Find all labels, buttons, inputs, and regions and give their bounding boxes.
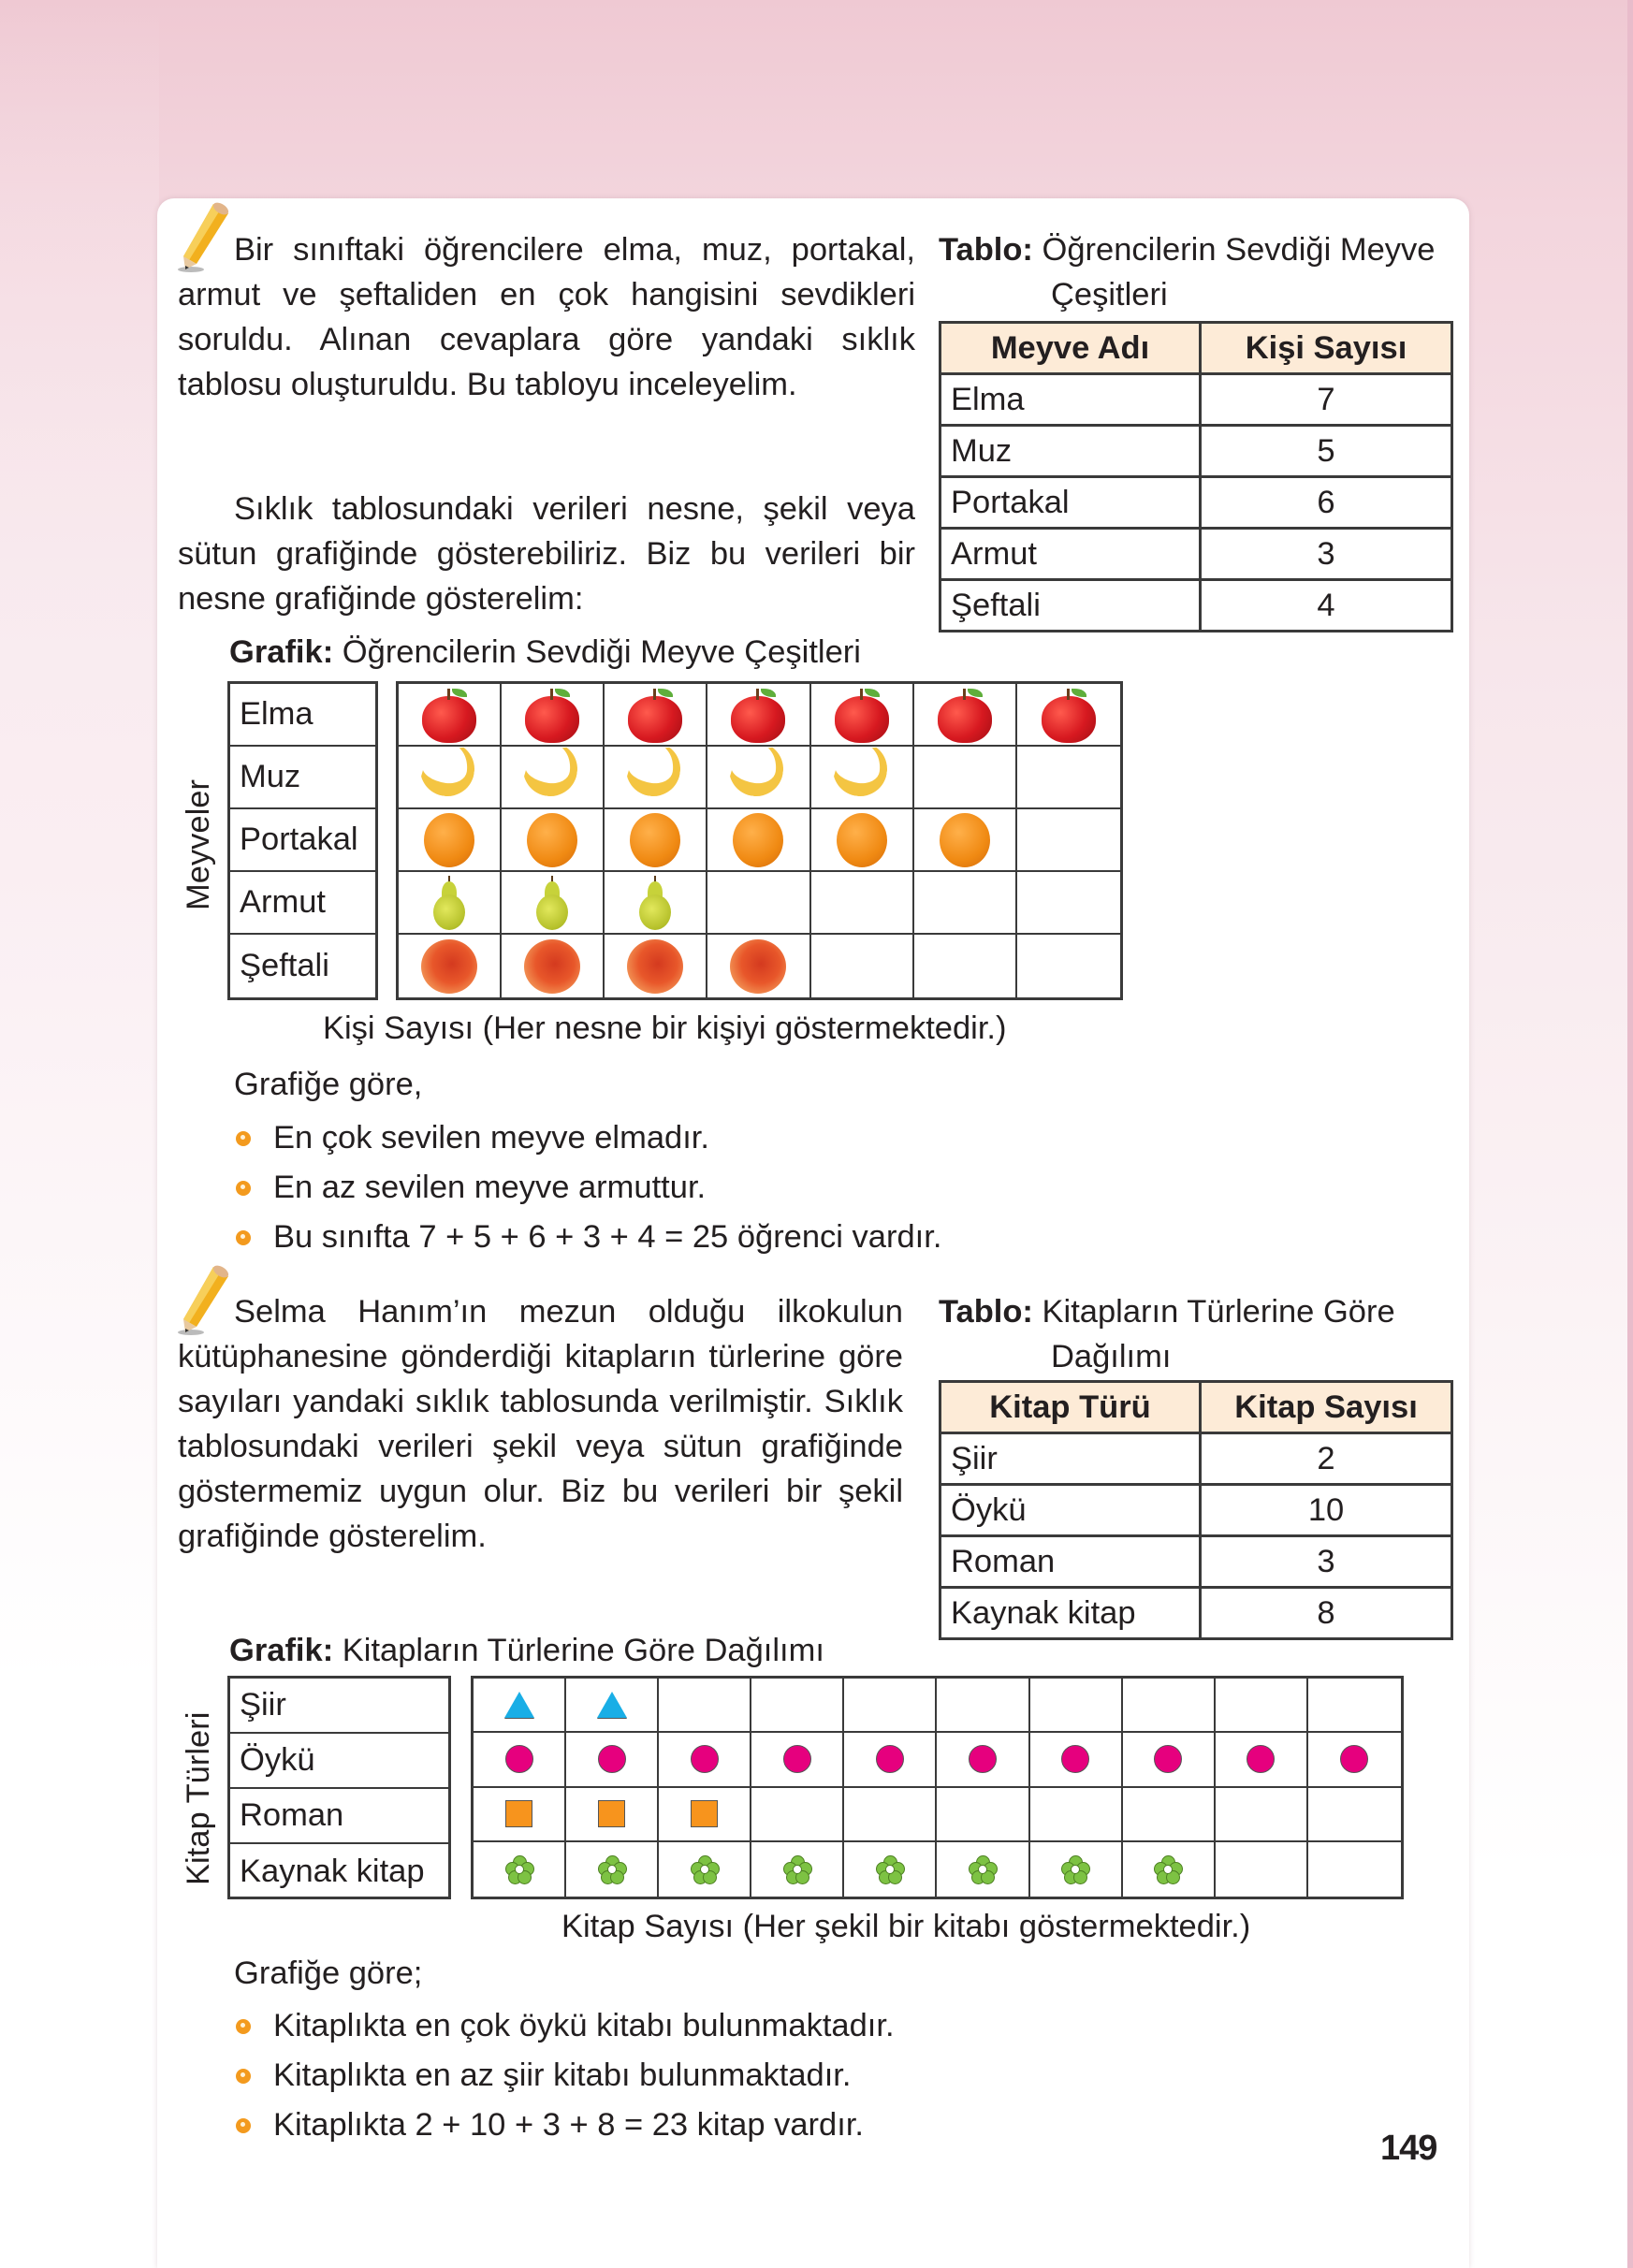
book-table-caption: Tablo: Kitapların Türlerine Göre Dağılımı bbox=[939, 1294, 1395, 1374]
graph-cell bbox=[474, 1788, 566, 1842]
graph-cell bbox=[605, 747, 707, 809]
circle-icon bbox=[1340, 1745, 1368, 1773]
graph-cell bbox=[1017, 872, 1120, 935]
graph-cell bbox=[751, 1679, 844, 1733]
graph-cell bbox=[566, 1679, 659, 1733]
orange-icon bbox=[940, 813, 990, 867]
graph-cell bbox=[1216, 1733, 1308, 1787]
graph-cell bbox=[605, 935, 707, 997]
fruit-frequency-table bbox=[939, 321, 1453, 632]
table-header: Meyve Adı bbox=[940, 323, 1201, 374]
table-row: Şiir 2 bbox=[940, 1433, 1452, 1485]
graph-cell bbox=[1017, 809, 1120, 872]
fruit-graph-y-axis-label: Meyveler bbox=[181, 779, 216, 910]
graph-cell bbox=[844, 1788, 937, 1842]
graph-cell bbox=[844, 1733, 937, 1787]
circle-icon bbox=[1247, 1745, 1275, 1773]
graph-cell bbox=[659, 1788, 751, 1842]
bullet-icon bbox=[236, 1230, 251, 1245]
graph-row-label: Portakal bbox=[230, 809, 375, 872]
banana-icon bbox=[727, 751, 789, 804]
list-item: Kitaplıkta en çok öykü kitabı bulunmaktadır. bbox=[236, 2001, 895, 2051]
peach-icon bbox=[421, 939, 477, 994]
graph-cell bbox=[707, 809, 810, 872]
graph-cell bbox=[659, 1679, 751, 1733]
graph-cell bbox=[566, 1788, 659, 1842]
graph-cell bbox=[811, 935, 914, 997]
flower-icon bbox=[969, 1855, 997, 1883]
circle-icon bbox=[1061, 1745, 1089, 1773]
graph-cell bbox=[474, 1679, 566, 1733]
book-shape-graph-grid bbox=[471, 1676, 1404, 1899]
graph-cell bbox=[1017, 684, 1120, 747]
graph-cell bbox=[399, 872, 502, 935]
circle-icon bbox=[1154, 1745, 1182, 1773]
page-edge-strip bbox=[1627, 0, 1633, 2268]
flower-icon bbox=[598, 1855, 626, 1883]
bullet-icon bbox=[236, 1131, 251, 1146]
graph-cell bbox=[502, 935, 605, 997]
bullet-icon bbox=[236, 2019, 251, 2034]
graph-cell bbox=[811, 747, 914, 809]
flower-icon bbox=[505, 1855, 533, 1883]
pear-icon bbox=[432, 876, 466, 930]
graph-cell bbox=[605, 872, 707, 935]
circle-icon bbox=[969, 1745, 997, 1773]
graph-cell bbox=[1017, 935, 1120, 997]
flower-icon bbox=[691, 1855, 719, 1883]
triangle-icon bbox=[597, 1692, 627, 1718]
graph-cell bbox=[502, 747, 605, 809]
table-row: Armut 3 bbox=[940, 529, 1452, 580]
graph-cell bbox=[1308, 1733, 1401, 1787]
book-graph-labels bbox=[227, 1676, 451, 1899]
graph-row-label: Öykü bbox=[230, 1734, 448, 1789]
section1-conclusions bbox=[236, 1113, 941, 1262]
graph-cell bbox=[474, 1733, 566, 1787]
table-row: Roman 3 bbox=[940, 1536, 1452, 1588]
graph-cell bbox=[1308, 1679, 1401, 1733]
graph-row-label: Şiir bbox=[230, 1679, 448, 1734]
graph-cell bbox=[502, 684, 605, 747]
graph-cell bbox=[1123, 1733, 1216, 1787]
circle-icon bbox=[876, 1745, 904, 1773]
apple-icon bbox=[938, 689, 992, 741]
graph-cell bbox=[751, 1788, 844, 1842]
graph-cell bbox=[914, 935, 1017, 997]
graph-cell bbox=[707, 935, 810, 997]
graph-cell bbox=[707, 684, 810, 747]
graph-cell bbox=[707, 872, 810, 935]
graph-cell bbox=[914, 872, 1017, 935]
page-background-left bbox=[0, 0, 159, 2268]
book-graph-x-axis-note: Kitap Sayısı (Her şekil bir kitabı göstermektedir.) bbox=[561, 1909, 1251, 1944]
flower-icon bbox=[876, 1855, 904, 1883]
book-frequency-table bbox=[939, 1380, 1453, 1640]
apple-icon bbox=[835, 689, 889, 741]
table-header: Kitap Türü bbox=[940, 1382, 1201, 1433]
graph-cell bbox=[1030, 1733, 1123, 1787]
section2-intro: Selma Hanım’ın mezun olduğu ilkokulun kütüphanesine gönderdiği kitapların türlerine göre sayıları yandaki sıklık tablosunda verilmiştir. Sıklık tablosundaki verileri şekil veya sütun grafiğinde göstermemiz uygun olur. Biz bu verileri bir şekil grafiğinde gösterelim. bbox=[178, 1294, 903, 1554]
square-icon bbox=[691, 1800, 718, 1827]
graph-cell bbox=[751, 1733, 844, 1787]
graph-cell bbox=[1216, 1679, 1308, 1733]
table-row: Şeftali 4 bbox=[940, 580, 1452, 632]
table-row: Kaynak kitap 8 bbox=[940, 1588, 1452, 1639]
peach-icon bbox=[627, 939, 683, 994]
graph-cell bbox=[566, 1733, 659, 1787]
fruit-graph-caption: Grafik: Öğrencilerin Sevdiği Meyve Çeşitleri bbox=[229, 634, 861, 670]
graph-cell bbox=[811, 872, 914, 935]
orange-icon bbox=[630, 813, 680, 867]
graph-row-label: Kaynak kitap bbox=[240, 1854, 425, 1889]
apple-icon bbox=[1042, 689, 1096, 741]
graph-cell bbox=[1308, 1788, 1401, 1842]
list-item: Kitaplıkta 2 + 10 + 3 + 8 = 23 kitap vardır. bbox=[236, 2101, 895, 2150]
graph-cell bbox=[1123, 1788, 1216, 1842]
circle-icon bbox=[783, 1745, 811, 1773]
graph-cell bbox=[659, 1842, 751, 1897]
graph-cell bbox=[605, 809, 707, 872]
graph-cell bbox=[399, 684, 502, 747]
page-number: 149 bbox=[1380, 2129, 1437, 2168]
circle-icon bbox=[505, 1745, 533, 1773]
graph-cell bbox=[502, 809, 605, 872]
table-row: Elma 7 bbox=[940, 374, 1452, 426]
graph-cell bbox=[1030, 1842, 1123, 1897]
graph-cell bbox=[811, 809, 914, 872]
graph-cell bbox=[707, 747, 810, 809]
graph-cell bbox=[937, 1679, 1029, 1733]
section1-conclusion-title: Grafiğe göre, bbox=[234, 1067, 423, 1102]
book-graph-caption: Grafik: Kitapların Türlerine Göre Dağılımı bbox=[229, 1633, 824, 1668]
list-item: Kitaplıkta en az şiir kitabı bulunmaktadır. bbox=[236, 2051, 895, 2101]
table-header: Kitap Sayısı bbox=[1201, 1382, 1452, 1433]
banana-icon bbox=[418, 751, 480, 804]
graph-row-label: Armut bbox=[230, 872, 375, 935]
circle-icon bbox=[691, 1745, 719, 1773]
graph-cell bbox=[914, 684, 1017, 747]
apple-icon bbox=[525, 689, 579, 741]
table-row: Öykü 10 bbox=[940, 1485, 1452, 1536]
graph-row-label: Şeftali bbox=[240, 948, 329, 983]
table-row: Portakal 6 bbox=[940, 477, 1452, 529]
section2-conclusions bbox=[236, 2001, 895, 2150]
list-item: En çok sevilen meyve elmadır. bbox=[236, 1113, 941, 1163]
graph-cell bbox=[1216, 1842, 1308, 1897]
graph-cell bbox=[474, 1842, 566, 1897]
graph-cell bbox=[1308, 1842, 1401, 1897]
banana-icon bbox=[624, 751, 686, 804]
graph-cell bbox=[937, 1788, 1029, 1842]
graph-cell bbox=[566, 1842, 659, 1897]
graph-row-label: Elma bbox=[230, 684, 375, 747]
graph-cell bbox=[844, 1679, 937, 1733]
graph-cell bbox=[1017, 747, 1120, 809]
peach-icon bbox=[524, 939, 580, 994]
section1-second-paragraph: Sıklık tablosundaki verileri nesne, şekil veya sütun grafiğinde gösterebiliriz. Biz bu verileri bir nesne grafiğinde gösterelim: bbox=[178, 491, 915, 617]
graph-cell bbox=[605, 684, 707, 747]
banana-icon bbox=[831, 751, 893, 804]
graph-cell bbox=[937, 1733, 1029, 1787]
graph-cell bbox=[1216, 1788, 1308, 1842]
orange-icon bbox=[733, 813, 783, 867]
graph-cell bbox=[1123, 1679, 1216, 1733]
fruit-graph-x-axis-note: Kişi Sayısı (Her nesne bir kişiyi göstermektedir.) bbox=[323, 1010, 1007, 1046]
square-icon bbox=[505, 1800, 532, 1827]
peach-icon bbox=[730, 939, 786, 994]
apple-icon bbox=[422, 689, 476, 741]
graph-cell bbox=[502, 872, 605, 935]
orange-icon bbox=[527, 813, 577, 867]
graph-cell bbox=[914, 809, 1017, 872]
apple-icon bbox=[628, 689, 682, 741]
apple-icon bbox=[731, 689, 785, 741]
banana-icon bbox=[521, 751, 583, 804]
graph-cell bbox=[1030, 1788, 1123, 1842]
graph-cell bbox=[399, 809, 502, 872]
graph-cell bbox=[914, 747, 1017, 809]
graph-cell bbox=[811, 684, 914, 747]
section2-conclusion-title: Grafiğe göre; bbox=[234, 1955, 423, 1991]
graph-cell bbox=[844, 1842, 937, 1897]
graph-cell bbox=[399, 935, 502, 997]
table-header: Kişi Sayısı bbox=[1201, 323, 1452, 374]
graph-cell bbox=[1030, 1679, 1123, 1733]
graph-row-label: Roman bbox=[230, 1789, 448, 1844]
pear-icon bbox=[638, 876, 672, 930]
table-row: Muz 5 bbox=[940, 426, 1452, 477]
circle-icon bbox=[598, 1745, 626, 1773]
bullet-icon bbox=[236, 2118, 251, 2133]
fruit-graph-labels bbox=[227, 681, 378, 1000]
bullet-icon bbox=[236, 2069, 251, 2084]
fruit-table-caption: Tablo: Öğrencilerin Sevdiği Meyve Çeşitleri bbox=[939, 232, 1436, 313]
fruit-pictograph-grid bbox=[396, 681, 1123, 1000]
flower-icon bbox=[783, 1855, 811, 1883]
graph-cell bbox=[937, 1842, 1029, 1897]
graph-cell bbox=[751, 1842, 844, 1897]
graph-cell bbox=[399, 747, 502, 809]
flower-icon bbox=[1061, 1855, 1089, 1883]
book-graph-y-axis-label: Kitap Türleri bbox=[181, 1711, 216, 1885]
orange-icon bbox=[424, 813, 474, 867]
list-item: En az sevilen meyve armuttur. bbox=[236, 1163, 941, 1213]
graph-row-label: Muz bbox=[230, 747, 375, 809]
bullet-icon bbox=[236, 1181, 251, 1196]
flower-icon bbox=[1154, 1855, 1182, 1883]
orange-icon bbox=[837, 813, 887, 867]
triangle-icon bbox=[504, 1692, 534, 1718]
pear-icon bbox=[535, 876, 569, 930]
square-icon bbox=[598, 1800, 625, 1827]
graph-cell bbox=[1123, 1842, 1216, 1897]
section1-intro: Bir sınıftaki öğrencilere elma, muz, portakal, armut ve şeftaliden en çok hangisini sevdikleri soruldu. Alınan cevaplara göre yandaki sıklık tablosu oluşturuldu. Bu tabloyu inceleyelim. bbox=[178, 232, 915, 402]
graph-cell bbox=[659, 1733, 751, 1787]
list-item: Bu sınıfta 7 + 5 + 6 + 3 + 4 = 25 öğrenci vardır. bbox=[236, 1213, 941, 1262]
